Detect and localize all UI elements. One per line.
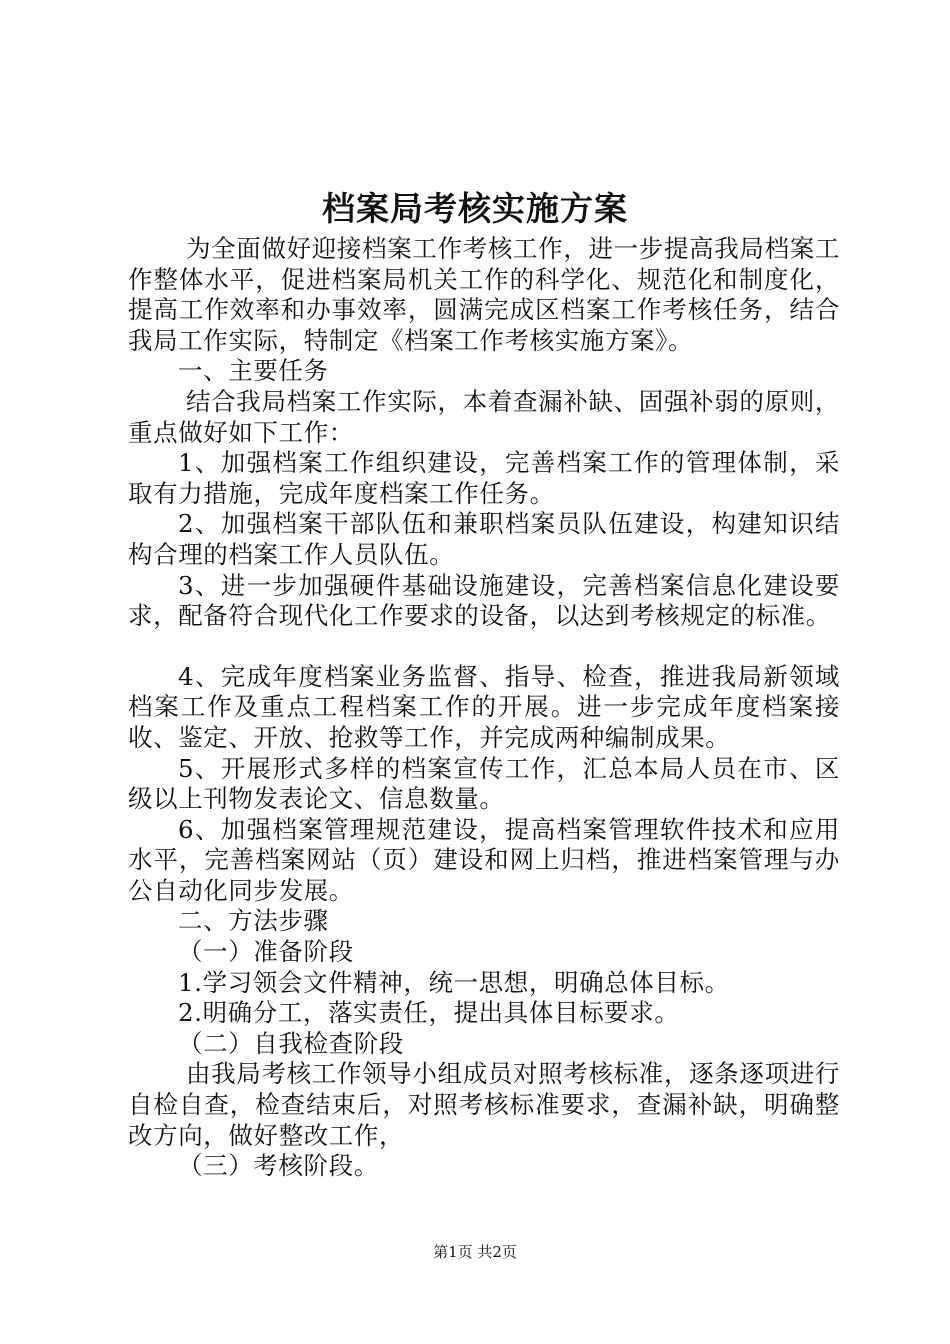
- subsection-heading: （三）考核阶段。: [178, 1151, 379, 1181]
- blank-line: [128, 632, 840, 662]
- section-heading-methods: 二、方法步骤: [178, 906, 329, 936]
- document-body: [128, 234, 840, 1182]
- subsection-heading: （一）准备阶段: [178, 937, 354, 967]
- page-footer: 第1页 共2页: [433, 1243, 517, 1261]
- list-item: 2.明确分工，落实责任，提出具体目标要求。: [178, 998, 680, 1028]
- subsection-heading: （二）自我检查阶段: [178, 1028, 404, 1058]
- list-item: 2、加强档案干部队伍和兼职档案员队伍建设，构建知识结构合理的档案工作人员队伍。: [128, 509, 840, 569]
- page-title: 档案局考核实施方案: [322, 189, 628, 228]
- list-item: 1.学习领会文件精神，统一思想，明确总体目标。: [178, 967, 730, 997]
- paragraph: 由我局考核工作领导小组成员对照考核标准，逐条逐项进行自检自查，检查结束后，对照考核标准要求，查漏补缺，明确整改方向，做好整改工作，: [128, 1059, 840, 1150]
- list-item: 4、完成年度档案业务监督、指导、检查，推进我局新领域档案工作及重点工程档案工作的开展。进一步完成年度档案接收、鉴定、开放、抢救等工作，并完成两种编制成果。: [128, 661, 840, 752]
- list-item: 1、加强档案工作组织建设，完善档案工作的管理体制，采取有力措施，完成年度档案工作任务。: [128, 448, 840, 508]
- intro-paragraph: 为全面做好迎接档案工作考核工作，进一步提高我局档案工作整体水平，促进档案局机关工作的科学化、规范化和制度化，提高工作效率和办事效率，圆满完成区档案工作考核任务，结合我局工作实际，特制定《档案工作考核实施方案》。: [128, 234, 840, 355]
- list-item: 3、进一步加强硬件基础设施建设，完善档案信息化建设要求，配备符合现代化工作要求的设备，以达到考核规定的标准。: [128, 570, 840, 631]
- list-item: 5、开展形式多样的档案宣传工作，汇总本局人员在市、区级以上刊物发表论文、信息数量。: [128, 753, 840, 814]
- paragraph: 结合我局档案工作实际，本着查漏补缺、固强补弱的原则，重点做好如下工作：: [128, 386, 840, 447]
- list-item: 6、加强档案管理规范建设，提高档案管理软件技术和应用水平，完善档案网站（页）建设和网上归档，推进档案管理与办公自动化同步发展。: [128, 814, 840, 905]
- section-heading-main-tasks: 一、主要任务: [178, 356, 329, 386]
